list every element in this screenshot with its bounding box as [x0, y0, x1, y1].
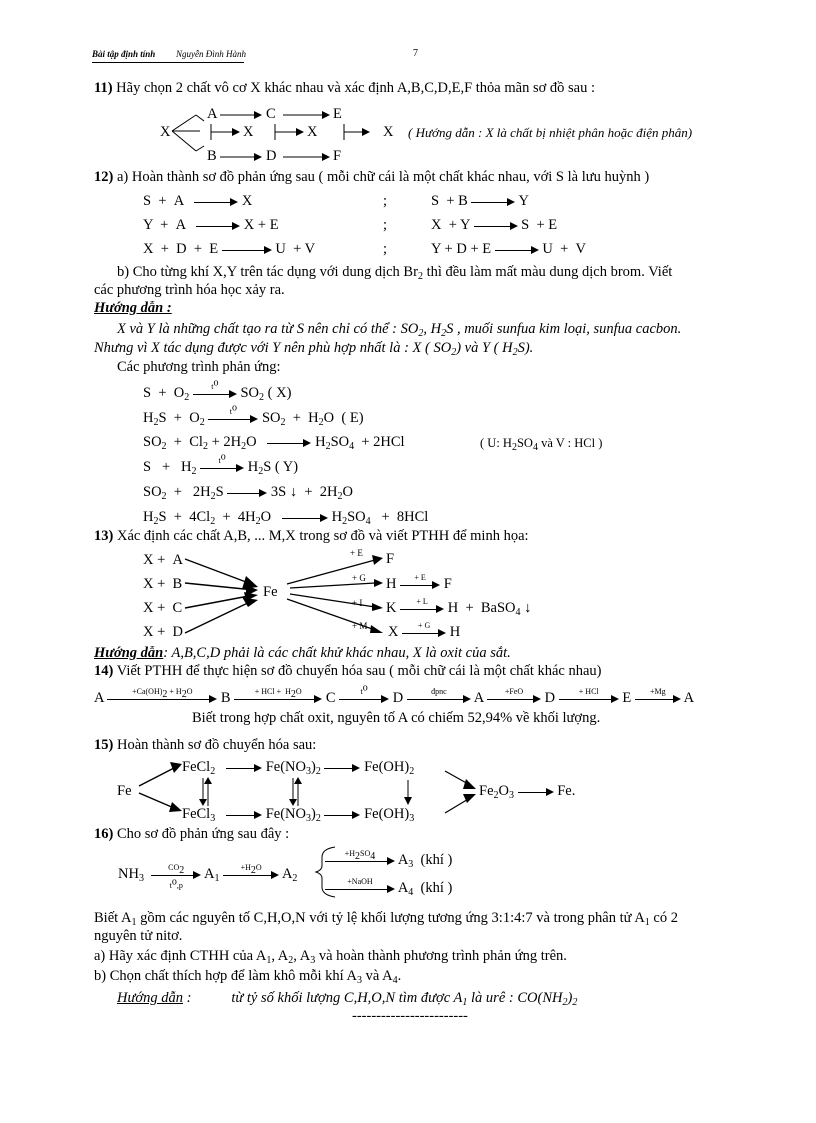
q13-xd: X + D — [143, 624, 183, 640]
q12-r6: $H_2S + 4Cl_2 + 4H_2O$ $H_2SO_4 + 8HCl$ — [143, 509, 429, 527]
q16-desc2: nguyên tử nitơ. — [94, 928, 183, 944]
q14-line: 14) Viết PTHH để thực hiện sơ đồ chuyển hóa sau ( mỗi chữ cái là một chất khác nhau) — [94, 663, 602, 679]
page-number: 7 — [413, 48, 418, 59]
q15-bottom: FeCl$_3$ $Fe(NO_3)_2$ $Fe(OH)_3$ — [182, 806, 415, 824]
q12-r1: $S + O_2$ $t^o$ $SO_2$ ( X) — [143, 377, 292, 403]
q12-eq3: Y + A X + E — [143, 217, 279, 233]
q13-xb: X + B — [143, 576, 183, 592]
q12-guide-label: Hướng dẫn : — [94, 300, 172, 316]
q16-guide: Hướng dẫn : từ tỷ số khối lượng C,H,O,N tìm được $A_1$ là urê : $CO(NH_2)_2$ — [117, 990, 578, 1008]
q11-F: F — [333, 148, 342, 164]
q13-line: 13) Xác định các chất A,B, ... M,X trong sơ đồ và viết PTHH để minh họa: — [94, 528, 529, 544]
q16-a3: $+H_2SO_4$ $A_3$ (khí ) — [325, 852, 452, 869]
q11-X: X — [160, 124, 171, 140]
q16-a: a) Hãy xác định CTHH của $A_1$, $A_2$, $A_3$ và hoàn thành phương trình phản ứng trên. — [94, 948, 567, 966]
q12-r3: $SO_2 + Cl_2 + 2H_2O$ $H_2SO_4 + 2HCl$ — [143, 434, 405, 452]
q13-guide: Hướng dẫn: A,B,C,D phải là các chất khử khác nhau, X là oxit của sắt. — [94, 645, 511, 661]
q12-eq5: X + D + E U + V — [143, 241, 316, 257]
separator: ------------------------ — [352, 1008, 468, 1024]
q11-D: D — [266, 148, 277, 164]
q14-note: Biết trong hợp chất oxit, nguyên tố A có chiếm 52,94% về khối lượng. — [192, 710, 601, 726]
header-title: Bài tập định tính — [92, 49, 156, 59]
q11-X2: X — [243, 124, 254, 140]
q11-X4: X — [383, 124, 394, 140]
q11-line: 11) Hãy chọn 2 chất vô cơ X khác nhau và xác định A,B,C,D,E,F thỏa mãn sơ đồ sau : — [94, 80, 595, 96]
q15-line: 15) Hoàn thành sơ đồ chuyển hóa sau: — [94, 737, 317, 753]
q12-guide1: X và Y là những chất tạo ra từ S nên chỉ có thể : $SO_2$, $H_2S$ , muối sunfua kim loại, sunfua cacbon. — [117, 321, 682, 339]
q16-desc: Biết $A_1$ gồm các nguyên tố C,H,O,N với tỷ lệ khối lượng tương ứng 3:1:4:7 và trong phân tử $A_1$ có 2 — [94, 910, 678, 928]
q11-E: E — [333, 106, 342, 122]
q11-A: A — [207, 106, 218, 122]
q13-h: H + E F — [386, 572, 452, 592]
q13-k: K + L H + BaSO$_4$ ↓ — [386, 596, 532, 618]
q15-top: FeCl$_2$ $Fe(NO_3)_2$ $Fe(OH)_2$ — [182, 759, 415, 777]
q14-chain: A $+Ca(OH)_2 + H_2O$ B + HCl + $H_2O$ C $t^o$ D đpnc A +FeO D + HCl E +Mg A — [94, 682, 695, 706]
q12-r4: $S + H_2$ $t^o$ $H_2S$ ( Y) — [143, 451, 299, 477]
q11-X3: X — [307, 124, 318, 140]
q12-guide2: Nhưng vì X tác dụng được với Y nên phù hợp nhất là : X ( $SO_2$) và Y ( $H_2S$). — [94, 340, 534, 358]
q12-r2: $H_2S + O_2$ $t^o$ $SO_2 + H_2O$ ( E) — [143, 402, 364, 428]
q13-xa: X + A — [143, 552, 183, 568]
q16-line: 16) Cho sơ đồ phản ứng sau đây : — [94, 826, 290, 842]
q13-fe: Fe — [263, 584, 278, 600]
q12-eq-title: Các phương trình phản ứng: — [117, 359, 281, 375]
q12-line: 12) a) Hoàn thành sơ đồ phản ứng sau ( mỗi chữ cái là một chất khác nhau, với S là lưu huỳnh ) — [94, 169, 650, 185]
q12-b: b) Cho từng khí X,Y trên tác dụng với dung dịch $Br_2$ thì đều làm mất màu dung dịch brom. Viết — [117, 264, 673, 282]
q16-chain: $NH_3$ $CO_2$ $t^o,p$ $A_1$ $+H_2O$ $A_2$ — [118, 862, 298, 890]
q12-b2: các phương trình hóa học xảy ra. — [94, 282, 285, 298]
q13-x: X + G H — [388, 620, 461, 640]
q12-note: ( U: $H_2SO_4$ và V : HCl ) — [480, 436, 603, 453]
q11-B: B — [207, 148, 217, 164]
q11-C: C — [266, 106, 276, 122]
q16-b: b) Chọn chất thích hợp để làm khô mỗi khí $A_3$ và $A_4$. — [94, 968, 402, 986]
q12-eq2: S + B Y — [431, 193, 529, 209]
q15-end: $Fe_2O_3$ Fe. — [479, 783, 576, 801]
q12-eq1: S + A X — [143, 193, 253, 209]
q11-hint: ( Hướng dẫn : X là chất bị nhiệt phân hoặc điện phân) — [408, 125, 693, 140]
header-author: Nguyễn Đình Hành — [176, 49, 246, 59]
q12-eq4: X + Y S + E — [431, 217, 558, 233]
q12-eq6: Y + D + E U + V — [431, 241, 586, 257]
q13-xc: X + C — [143, 600, 183, 616]
q16-a4: +NaOH $A_4$ (khí ) — [325, 880, 452, 897]
q12-r5: $SO_2 + 2H_2S$ 3S ↓ + $2H_2O$ — [143, 484, 353, 502]
